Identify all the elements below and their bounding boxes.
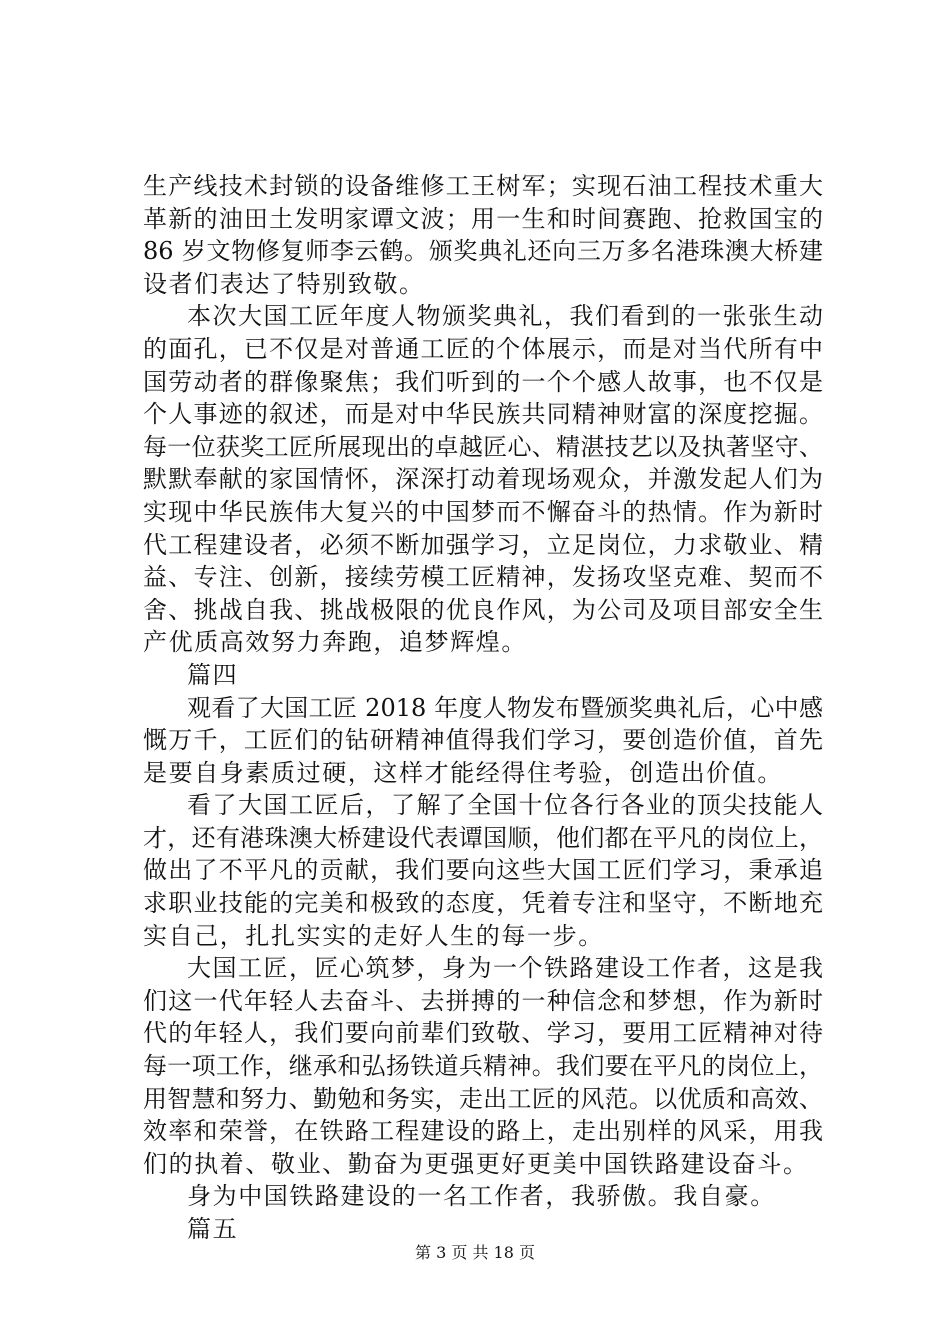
text-line: 们这一代年轻人去奋斗、去拼搏的一种信念和梦想，作为新时 xyxy=(143,986,823,1015)
text-line: 身为中国铁路建设的一名工作者，我骄傲。我自豪。 xyxy=(187,1182,776,1211)
text-line: 设者们表达了特别致敬。 xyxy=(143,269,425,298)
text-line: 用智慧和努力、勤勉和务实，走出工匠的风范。以优质和高效、 xyxy=(143,1084,823,1113)
text-line: 舍、挑战自我、挑战极限的优良作风，为公司及项目部安全生 xyxy=(143,595,823,624)
text-line: 实自己，扎扎实实的走好人生的每一步。 xyxy=(143,921,604,950)
text-line: 效率和荣誉，在铁路工程建设的路上，走出别样的风采，用我 xyxy=(143,1117,823,1146)
text-line: 篇四 xyxy=(187,660,239,689)
text-line: 代工程建设者，必须不断加强学习，立足岗位，力求敬业、精 xyxy=(143,530,823,559)
text-line: 革新的油田土发明家谭文波；用一生和时间赛跑、抢救国宝的 xyxy=(143,204,823,233)
text-line: 国劳动者的群像聚焦；我们听到的一个个感人故事，也不仅是 xyxy=(143,367,823,396)
document-body xyxy=(143,170,823,1246)
text-line: 代的年轻人，我们要向前辈们致敬、学习，要用工匠精神对待 xyxy=(143,1019,823,1048)
text-line: 们的执着、敬业、勤奋为更强更好更美中国铁路建设奋斗。 xyxy=(143,1149,809,1178)
text-line: 大国工匠，匠心筑梦，身为一个铁路建设工作者，这是我 xyxy=(187,954,823,983)
text-line: 86 岁文物修复师李云鹤。颁奖典礼还向三万多名港珠澳大桥建 xyxy=(143,237,823,266)
text-line: 观看了大国工匠 2018 年度人物发布暨颁奖典礼后，心中感 xyxy=(187,693,823,722)
text-line: 生产线技术封锁的设备维修工王树军；实现石油工程技术重大 xyxy=(143,172,823,200)
text-line: 默默奉献的家国情怀，深深打动着现场观众，并激发起人们为 xyxy=(143,465,823,494)
text-line: 产优质高效努力奔跑，追梦辉煌。 xyxy=(143,628,527,657)
text-line: 实现中华民族伟大复兴的中国梦而不懈奋斗的热情。作为新时 xyxy=(143,497,823,526)
text-line: 求职业技能的完美和极致的态度，凭着专注和坚守，不断地充 xyxy=(143,889,823,918)
text-line: 慨万千，工匠们的钻研精神值得我们学习，要创造价值，首先 xyxy=(143,726,823,755)
text-line: 每一项工作，继承和弘扬铁道兵精神。我们要在平凡的岗位上， xyxy=(143,1052,823,1081)
text-line: 做出了不平凡的贡献，我们要向这些大国工匠们学习，秉承追 xyxy=(143,856,823,885)
text-line: 才，还有港珠澳大桥建设代表谭国顺，他们都在平凡的岗位上， xyxy=(143,823,823,852)
text-line: 本次大国工匠年度人物颁奖典礼，我们看到的一张张生动 xyxy=(187,302,823,331)
page-number-footer: 第 3 页 共 18 页 xyxy=(415,1243,535,1262)
text-line: 篇五 xyxy=(187,1215,239,1243)
text-line: 看了大国工匠后，了解了全国十位各行各业的顶尖技能人 xyxy=(187,791,823,820)
text-line: 每一位获奖工匠所展现出的卓越匠心、精湛技艺以及执著坚守、 xyxy=(143,432,823,461)
text-line: 个人事迹的叙述，而是对中华民族共同精神财富的深度挖掘。 xyxy=(143,400,823,429)
text-line: 益、专注、创新，接续劳模工匠精神，发扬攻坚克难、契而不 xyxy=(143,563,823,592)
text-line: 的面孔，已不仅是对普通工匠的个体展示，而是对当代所有中 xyxy=(143,334,823,363)
text-line: 是要自身素质过硬，这样才能经得住考验，创造出价值。 xyxy=(143,758,783,787)
